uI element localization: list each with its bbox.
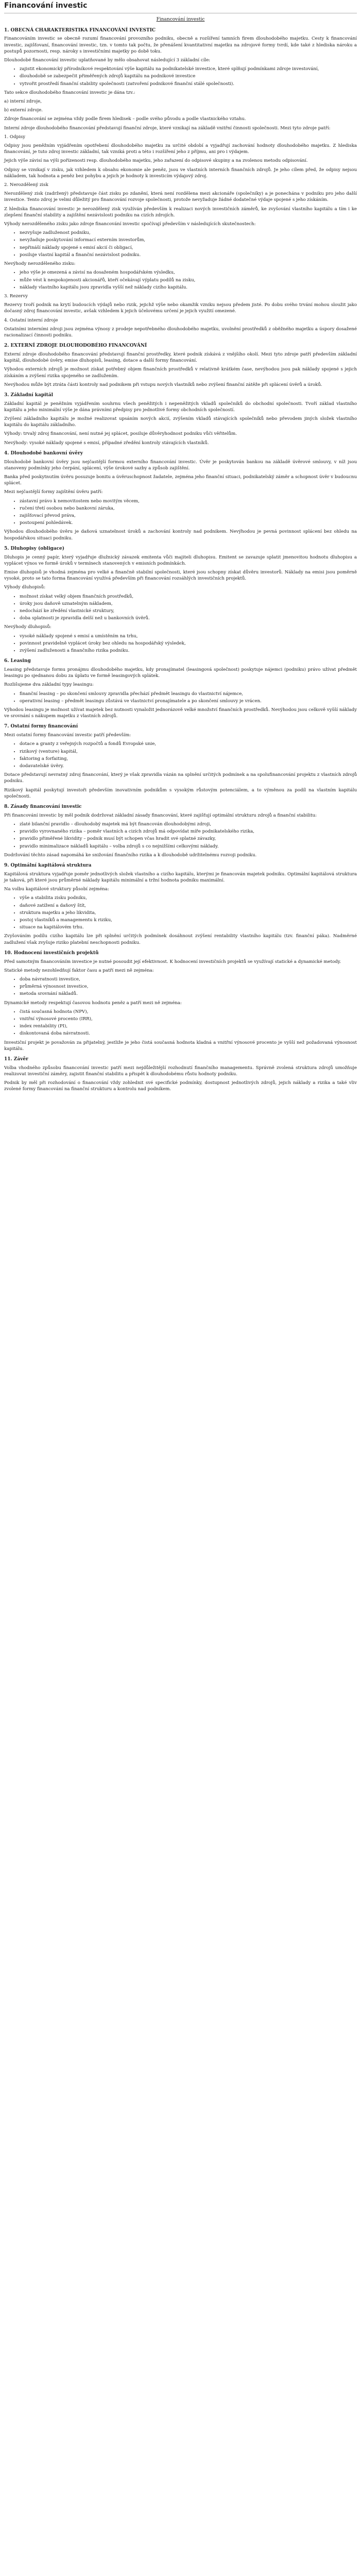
- list-item: • úroky jsou daňově uznatelným nákladem,: [20, 601, 357, 607]
- bullet-list: [4, 691, 357, 704]
- paragraph: 4. Ostatní interní zdroje: [4, 317, 58, 323]
- paragraph: Dodržování těchto zásad napomáhá ke snižování finančního rizika a k dlouhodobě udržitelnému rozvoji podniku.: [4, 852, 257, 858]
- paragraph: Nevýhody nerozděleného zisku:: [4, 261, 76, 267]
- paragraph: Rezervy tvoří podnik na krytí budoucích výdajů nebo rizik, jejichž výše nebo okamžik vzniku nejsou předem jisté. Po dobu svého trvání mohou sloužit jako dočasný zdroj financování investic, avšak vzhledem k jejich účelovému určení je jejich využití omezené.: [4, 302, 357, 314]
- section-heading: 5. Dluhopisy (obligace): [4, 546, 64, 551]
- list-item: • zástavní právo k nemovitostem nebo movitým věcem,: [20, 498, 357, 504]
- bullet-list: [4, 594, 357, 622]
- list-item: • dotace a granty z veřejných rozpočtů a fondů Evropské unie,: [20, 741, 357, 747]
- paragraph: Nevýhody dluhopisů:: [4, 624, 51, 630]
- list-item: • operativní leasing – předmět leasingu zůstává ve vlastnictví pronajímatele a po skončení smlouvy je vrácen.: [20, 698, 357, 704]
- list-item: • postoj vlastníků a managementu k riziku,: [20, 917, 357, 923]
- bullet-list: [4, 1009, 357, 1037]
- list-item: • daňové zatížení a daňový štít,: [20, 903, 357, 909]
- paragraph: Interní zdroje dlouhodobého financování představují finanční zdroje, které vznikají na základě vnitřní činnosti společnosti. Mezi tyto zdroje patří:: [4, 125, 331, 131]
- paragraph: Banka před poskytnutím úvěru posuzuje bonitu a úvěruschopnost žadatele, zejména jeho finanční situaci, podnikatelský záměr a schopnost úvěr v budoucnu splácet.: [4, 474, 357, 486]
- paragraph: Odpisy se vznikají v zisku, jak vzhledem k obsahu ekonomie ale peněz, jsou ve vlastních interních finančních zdrojů. Je jeho cílem před, že odpisy nejsou nákladem, tak hodnota a peněz bez pohybu a jejich je hodnoty k investicím výdajový zdroj.: [4, 167, 357, 179]
- list-item: • doba splatnosti je zpravidla delší než u bankovních úvěrů.: [20, 615, 357, 621]
- bullet-list: [4, 269, 357, 291]
- paragraph: Emise dluhopisů je vhodná zejména pro velké a finančně stabilní společnosti, které jsou schopny získat důvěru investorů. Náklady na emisi jsou poměrně vysoké, proto se tato forma financování využívá především při financování rozsáhlých investičních projektů.: [4, 570, 357, 582]
- list-item: • zajišťovací převod práva,: [20, 513, 357, 519]
- paragraph: Výhody dluhopisů:: [4, 585, 46, 590]
- paragraph: Odpisy jsou peněžním vyjádřením opotřebení dlouhodobého majetku za určité období a vyjadřují zachování hodnoty dlouhodobého majetku. Z hlediska financování, je tuto zdroj investic základní, tak vzniká proti a této i rozšíření jeho z příjmu, ani pro i výdajem.: [4, 143, 357, 155]
- section-heading: 2. EXTERNÍ ZDROJE DLOUHODOBÉHO FINANCOVÁNÍ: [4, 343, 147, 349]
- list-item: • vysoké náklady spojené s emisí a umístěním na trhu,: [20, 633, 357, 639]
- paragraph: Výhodou leasingu je možnost užívat majetek bez nutnosti vynaložit jednorázově velké množství finančních prostředků. Nevýhodou jsou celkově vyšší náklady ve srovnání s nákupem majetku z vlastních zdrojů.: [4, 707, 357, 719]
- paragraph: Základní kapitál je peněžním vyjádřením souhrnu všech peněžitých i nepeněžitých vkladů společníků do obchodní společnosti. Tvoří základ vlastního kapitálu a jeho minimální výše je dána právními předpisy pro jednotlivé formy obchodních společností.: [4, 401, 357, 413]
- list-item: • index rentability (PI),: [20, 1023, 357, 1029]
- paragraph: Mezi nejčastější formy zajištění úvěru patří:: [4, 489, 103, 495]
- list-item: • výše a stabilita zisku podniku,: [20, 895, 357, 901]
- list-item: • metoda srovnání nákladů.: [20, 991, 357, 997]
- list-item: • možnost získat velký objem finančních prostředků,: [20, 594, 357, 600]
- paragraph: Kapitálová struktura vyjadřuje poměr jednotlivých složek vlastního a cizího kapitálu, kterými je financován majetek podniku. Optimální kapitálová struktura je taková, při které jsou průměrné náklady kapitálu minimální a tržní hodnota podniku maximální.: [4, 871, 357, 884]
- list-item: • pravidlo vyrovnaného rizika – poměr vlastních a cizích zdrojů má odpovídat míře podnikatelského rizika,: [20, 828, 357, 835]
- paragraph: Zvyšováním podílu cizího kapitálu lze při splnění určitých podmínek dosáhnout zvýšení rentability vlastního kapitálu (tzv. finanční páka). Nadměrné zadlužení však zvyšuje riziko platební neschopnosti podniku.: [4, 934, 357, 945]
- list-item: • postoupení pohledávek.: [20, 520, 357, 526]
- page-title: Financování investic: [4, 1, 357, 13]
- paragraph: 2. Nerozdělený zisk: [4, 182, 48, 188]
- list-item: • povinnost pravidelně vyplácet úroky bez ohledu na hospodářský výsledek,: [20, 640, 357, 647]
- bullet-list: [4, 976, 357, 997]
- bullet-list: [4, 895, 357, 930]
- list-item: • dlouhodobě se zabezpečit přiměřených zdrojů kapitálu na podnikové investice: [20, 73, 357, 79]
- section-heading: 1. OBECNÁ CHARAKTERISTIKA FINANCOVÁNÍ INVESTIC: [4, 27, 156, 33]
- list-item: • situace na kapitálovém trhu.: [20, 924, 357, 930]
- paragraph: Výhody: trvalý zdroj financování, není nutné jej splácet, posiluje důvěryhodnost podniku vůči věřitelům.: [4, 431, 237, 437]
- paragraph: Při financování investic by měl podnik dodržovat základní zásady financování, které zajišťují optimální strukturu zdrojů a finanční stabilitu:: [4, 812, 317, 818]
- paragraph: Zvýšení základního kapitálu je možné realizovat upsáním nových akcií, zvýšením vkladů stávajících společníků nebo převodem jiných složek vlastního kapitálu do kapitálu základního.: [4, 416, 357, 428]
- bullet-list: [4, 498, 357, 527]
- paragraph: Dotace představují nevratný zdroj financování, který je však zpravidla vázán na splnění určitých podmínek a na spolufinancování projektu z vlastních zdrojů podniku.: [4, 772, 357, 784]
- paragraph: Nevýhody: vysoké náklady spojené s emisí, případné zředění kontroly stávajících vlastníků.: [4, 440, 209, 446]
- paragraph: Dlouhodobé bankovní úvěry jsou nejčastější formou externího financování investic. Úvěr je poskytován bankou na základě úvěrové smlouvy, v níž jsou stanoveny podmínky jeho čerpání, splácení, výše úrokové sazby a způsob zajištění.: [4, 459, 357, 471]
- paragraph: Financováním investic se obecně rozumí financování provozního podniku, obecně a rozšíření tamních firem dlouhodobého majetku. Cesty k financování investic, zajišťovaní, financování investic, tzn. v tomto tak počtu, že přenášení kvantitativní majetku na zdrojové formy tvrdí, kde také z hlediska nároku a postupů pozornosti, resp. nároky s investičními majetky po době toku.: [4, 36, 357, 54]
- list-item: • struktura majetku a jeho likvidita,: [20, 910, 357, 916]
- paragraph: Nerozdělený zisk (zadržený) představuje část zisku po zdanění, která není rozdělena mezi akcionáře (společníky) a je ponechána v podniku pro jeho další investice. Tento zdroj je velmi důležitý pro financování rozvoje společnosti, protože nevyžaduje žádné dodatečné výdaje spojené s jeho získáním.: [4, 191, 357, 203]
- bullet-list: [4, 821, 357, 850]
- document-subtitle: Financování investic: [156, 16, 205, 22]
- paragraph: 3. Rezervy: [4, 293, 28, 299]
- section-heading: 7. Ostatní formy financování: [4, 724, 78, 730]
- paragraph: Externí zdroje dlouhodobého financování představují finanční prostředky, které podnik získává z vnějšího okolí. Mezi tyto zdroje patří především základní kapitál, dlouhodobé úvěry, emise dluhopisů, leasing, dotace a další formy financování.: [4, 351, 357, 364]
- section-heading: 4. Dlouhodobé bankovní úvěry: [4, 450, 83, 456]
- document-page: [0, 0, 361, 1100]
- bullet-list: [4, 230, 357, 258]
- list-item: • nedochází ke zředění vlastnické struktury,: [20, 608, 357, 614]
- section-heading: 8. Zásady financování investic: [4, 804, 82, 810]
- list-item: • posiluje vlastní kapitál a finanční nezávislost podniku.: [20, 252, 357, 258]
- section-heading: 11. Závěr: [4, 1057, 28, 1062]
- list-item: • ručení třetí osobou nebo bankovní záruka,: [20, 505, 357, 512]
- paragraph: Dlouhodobé financování investic uplatňované by mělo obsahovat následující 3 základní cíle:: [4, 58, 211, 63]
- paragraph: Leasing představuje formu pronájmu dlouhodobého majetku, kdy pronajímatel (leasingová společnost) poskytuje nájemci (podniku) právo užívat předmět leasingu po sjednanou dobu za úplatu ve formě leasingových splátek.: [4, 667, 357, 679]
- list-item: • čistá současná hodnota (NPV),: [20, 1009, 357, 1015]
- paragraph: Výhodou externích zdrojů je možnost získat potřebný objem finančních prostředků v relativně krátkém čase, nevýhodou jsou pak náklady spojené s jejich získáním a zvýšení rizika spojeného se zadlužením.: [4, 367, 357, 379]
- list-item: • diskontovaná doba návratnosti.: [20, 1030, 357, 1037]
- section-heading: 3. Základní kapitál: [4, 392, 53, 398]
- paragraph: Výhody nerozděleného zisku jako zdroje financování investic spočívají především v následujících skutečnostech:: [4, 222, 256, 227]
- list-item: • finanční leasing – po skončení smlouvy zpravidla přechází předmět leasingu do vlastnictví nájemce,: [20, 691, 357, 697]
- paragraph: a) interní zdroje,: [4, 99, 42, 105]
- paragraph: Ostatními interními zdroji jsou zejména výnosy z prodeje nepotřebného dlouhodobého majetku, uvolnění prostředků z oběžného majetku a úspory dosažené racionalizací činnosti podniku.: [4, 326, 357, 338]
- paragraph: Výhodou dlouhodobého úvěru je daňová uznatelnost úroků a zachování kontroly nad podnikem. Nevýhodou je pevná povinnost splácení bez ohledu na hospodářskou situaci podniku.: [4, 529, 357, 541]
- paragraph: Mezi ostatní formy financování investic patří především:: [4, 733, 131, 738]
- paragraph: 1. Odpisy: [4, 134, 25, 140]
- list-item: • jeho výše je omezená a závisí na dosaženém hospodářském výsledku,: [20, 269, 357, 276]
- paragraph: b) externí zdroje.: [4, 108, 43, 113]
- paragraph: Na volbu kapitálové struktury působí zejména:: [4, 887, 109, 892]
- list-item: • dodavatelské úvěry.: [20, 763, 357, 769]
- paragraph: Před samotným financováním investice je nutné posoudit její efektivnost. K hodnocení investičních projektů se využívají statické a dynamické metody.: [4, 959, 341, 964]
- list-item: • faktoring a forfaiting,: [20, 756, 357, 762]
- paragraph: Dluhopis je cenný papír, který vyjadřuje dlužnický závazek emitenta vůči majiteli dluhopisu. Emitent se zavazuje splatit jmenovitou hodnotu dluhopisu a vyplácet výnos ve formě úroků v termínech stanovených v emisních podmínkách.: [4, 554, 357, 566]
- paragraph: Nevýhodou může být ztráta části kontroly nad podnikem při vstupu nových vlastníků nebo zvýšení finanční zátěže při splácení úvěrů a úroků.: [4, 382, 322, 387]
- list-item: • pravidlo minimalizace nákladů kapitálu – volba zdrojů s co nejnižšími celkovými náklady.: [20, 843, 357, 850]
- list-item: • může vést k nespokojenosti akcionářů, kteří očekávají výplatu podílů na zisku,: [20, 277, 357, 283]
- section-heading: 10. Hodnocení investičních projektů: [4, 950, 99, 956]
- section-heading: 6. Leasing: [4, 658, 31, 664]
- document-body: [4, 27, 357, 1093]
- paragraph: Tato sekce dlouhodobého financování investic je dána tzv.:: [4, 90, 135, 95]
- list-item: • nevyžaduje poskytování informací externím investorům,: [20, 237, 357, 243]
- list-item: • rizikový (venture) kapitál,: [20, 749, 357, 755]
- list-item: • vytvořit prostředí finanční stability společnosti (zatvoření podnikové finanční stálé společnosti).: [20, 81, 357, 87]
- paragraph: Dynamické metody respektují časovou hodnotu peněz a patří mezi ně zejména:: [4, 1000, 182, 1006]
- list-item: • vnitřní výnosové procento (IRR),: [20, 1016, 357, 1022]
- paragraph: Zdroje financování se zejména vždy podle firem hledisek – podle svého původu a podle vlastnického vztahu.: [4, 116, 246, 122]
- section-heading: 9. Optimální kapitálová struktura: [4, 863, 92, 869]
- paragraph: Podnik by měl při rozhodování o financování vždy zohlednit své specifické podmínky, dostupnost jednotlivých zdrojů, jejich náklady a rizika a také vliv zvolené formy financování na finanční strukturu a kontrolu nad podnikem.: [4, 1080, 357, 1092]
- paragraph: Z hlediska financování investic je nerozdělený zisk využíván především k realizaci nových investičních záměrů, ke zvyšování vlastního kapitálu a tím i ke zlepšení finanční stability a zajištění nezávislosti podniku na cizích zdrojích.: [4, 206, 357, 218]
- list-item: • pravidlo přiměřené likvidity – podnik musí být schopen včas hradit své splatné závazky,: [20, 836, 357, 842]
- paragraph: Jejich výše závisí na výši pořízenosti resp. dlouhodobého majetku, jeho zařazení do odpisové skupiny a na zvolenou metodu odpisování.: [4, 158, 308, 164]
- list-item: • zlaté bilanční pravidlo – dlouhodobý majetek má být financován dlouhodobými zdroji,: [20, 821, 357, 827]
- bullet-list: [4, 66, 357, 87]
- paragraph: Investiční projekt je považován za přijatelný, jestliže je jeho čistá současná hodnota kladná a vnitřní výnosové procento je vyšší než požadovaná výnosnost kapitálu.: [4, 1040, 357, 1052]
- list-item: • nepřináší náklady spojené s emisí akcií či obligací,: [20, 245, 357, 251]
- bullet-list: [4, 741, 357, 769]
- list-item: • zvýšení zadluženosti a finančního rizika podniku.: [20, 648, 357, 654]
- list-item: • náklady vlastního kapitálu jsou zpravidla vyšší než náklady cizího kapitálu.: [20, 284, 357, 291]
- paragraph: Rozlišujeme dva základní typy leasingu:: [4, 682, 94, 688]
- list-item: • nezvyšuje zadluženost podniku,: [20, 230, 357, 236]
- paragraph: Rizikový kapitál poskytují investoři především inovativním podnikům s vysokým růstovým potenciálem, a to výměnou za podíl na vlastním kapitálu společnosti.: [4, 787, 357, 799]
- list-item: • doba návratnosti investice,: [20, 976, 357, 982]
- list-item: • zajistit ekonomický přírodníkové respektování výše kapitálu na podnikatelské investice, které splňují podmínkami zdroje investování,: [20, 66, 357, 72]
- list-item: • průměrná výnosnost investice,: [20, 984, 357, 990]
- bullet-list: [4, 633, 357, 654]
- paragraph: Statické metody nezohledňují faktor času a patří mezi ně zejména:: [4, 968, 154, 973]
- paragraph: Volba vhodného způsobu financování investic patří mezi nejdůležitější rozhodnutí finančního managementu. Správně zvolená struktura zdrojů umožňuje realizovat investiční záměry, zajistit finanční stabilitu a přispět k dlouhodobému růstu hodnoty podniku.: [4, 1065, 357, 1077]
